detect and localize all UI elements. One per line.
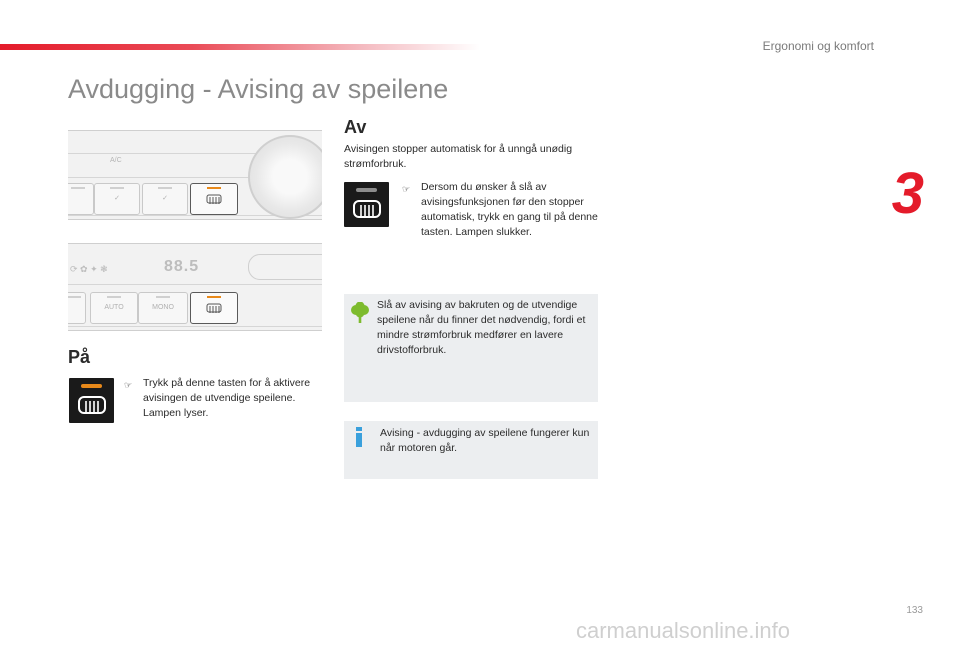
mirror-defrost-icon — [352, 199, 382, 221]
auto-label: AUTO — [104, 304, 124, 311]
temperature-knob — [248, 135, 322, 219]
header-accent-bar — [0, 44, 480, 50]
control-panel-illustration-bottom — [68, 243, 322, 331]
panel-key — [68, 292, 86, 324]
lamp-indicator-off — [356, 188, 377, 192]
mono-key — [138, 292, 188, 324]
mirror-defrost-key — [190, 292, 238, 324]
panel-slider-outline — [248, 254, 322, 280]
chapter-number: 3 — [891, 161, 922, 226]
mirror-defrost-icon — [206, 303, 222, 315]
mirror-defrost-button-off — [344, 182, 389, 227]
mono-label: MONO — [152, 304, 174, 311]
eco-note-box — [344, 294, 598, 402]
climate-symbols-icon — [70, 258, 140, 278]
off-instruction: Dersom du ønsker å slå av avisingsfunksjonen før den stopper automatisk, trykk en gang til på denne tasten. Lampen slukker. — [421, 181, 598, 238]
on-instruction: Trykk på denne tasten for å aktivere avisingen de utvendige speilene. Lampen lyser. — [143, 377, 311, 419]
info-note-text: Avising - avdugging av speilene fungerer kun når motoren går. — [380, 427, 590, 454]
page-title: Avdugging - Avising av speilene — [68, 74, 449, 104]
tree-icon — [350, 302, 370, 324]
mirror-defrost-button-on — [69, 378, 114, 423]
info-icon — [351, 427, 367, 447]
info-note-box — [344, 421, 598, 479]
ac-label: A/C — [110, 157, 122, 164]
mirror-defrost-key — [190, 183, 238, 215]
panel-key: ✓ — [94, 183, 140, 215]
lamp-indicator-on — [81, 384, 102, 388]
eco-note-text: Slå av avising av bakruten og de utvendige speilene når du finner det nødvendig, fordi et mindre strømforbruk medfører en lavere drivstofforbruk. — [377, 299, 586, 356]
panel-key: ✓ — [142, 183, 188, 215]
off-intro: Avisingen stopper automatisk for å unngå unødig strømforbruk. — [344, 143, 573, 170]
watermark-text: carmanualsonline.info — [576, 618, 791, 643]
display-readout: 88.5 — [164, 258, 200, 275]
bullet-marker: ☞ — [402, 184, 411, 194]
section-title: Ergonomi og komfort — [762, 39, 874, 53]
panel-key — [68, 183, 94, 215]
mirror-defrost-icon — [77, 395, 107, 417]
on-heading: På — [68, 347, 91, 367]
svg-text:⟳ ✿ ✦ ❃: ⟳ ✿ ✦ ❃ — [70, 264, 108, 274]
control-panel-illustration-top — [68, 130, 322, 220]
bullet-marker: ☞ — [124, 380, 133, 390]
page-number: 133 — [906, 605, 923, 616]
off-heading: Av — [344, 117, 367, 137]
auto-key — [90, 292, 138, 324]
mirror-defrost-icon — [206, 194, 222, 206]
